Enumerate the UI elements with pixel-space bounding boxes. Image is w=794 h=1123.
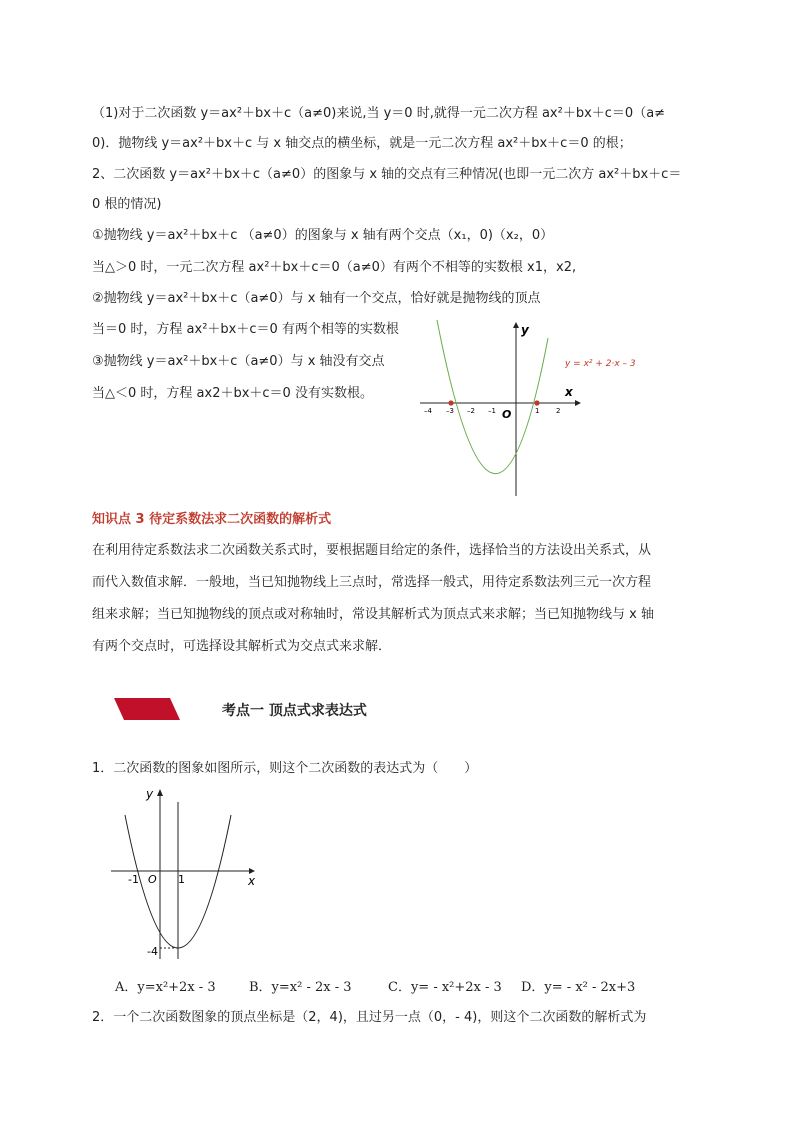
- tick-2: 2: [556, 407, 561, 415]
- axis-label-x: x: [248, 874, 256, 888]
- text-line-2: 0)．抛物线 y＝ax²＋bx＋c 与 x 轴交点的横坐标，就是一元二次方程 ax²＋bx＋c＝0 的根；: [92, 136, 632, 151]
- text-line-6: 当△＞0 时，一元二次方程 ax²＋bx＋c＝0（a≠0）有两个不相等的实数根 x1，x2,: [92, 260, 577, 275]
- option-c: C．y= - x²+2x - 3: [388, 980, 502, 995]
- paragraph-line-4: 有两个交点时，可选择设其解析式为交点式来求解．: [92, 639, 392, 654]
- question-1-text: 1．二次函数的图象如图所示，则这个二次函数的表达式为（ ）: [92, 761, 478, 776]
- text-line-7: ②抛物线 y＝ax²＋bx＋c（a≠0）与 x 轴有一个交点，恰好就是抛物线的顶点: [92, 291, 541, 306]
- root-point-left: [448, 400, 453, 405]
- parabola-graph-1: [415, 318, 655, 503]
- text-line-9: ③抛物线 y＝ax²＋bx＋c（a≠0）与 x 轴没有交点: [92, 354, 385, 369]
- tick-neg3: –3: [446, 407, 454, 415]
- axis-label-x: x: [565, 385, 573, 399]
- option-a: A．y=x²+2x - 3: [115, 980, 216, 995]
- root-point-right: [534, 400, 539, 405]
- parabola-curve: [437, 320, 548, 474]
- tick-1: 1: [178, 873, 185, 886]
- tick-neg4: -4: [147, 945, 158, 958]
- text-line-4: 0 根的情况): [92, 197, 162, 212]
- text-line-8: 当＝0 时，方程 ax²＋bx＋c＝0 有两个相等的实数根: [92, 322, 399, 337]
- tick-neg1: –1: [488, 407, 496, 415]
- axis-label-y: y: [146, 787, 154, 801]
- tick-neg4: –4: [424, 407, 432, 415]
- text-line-5: ①抛物线 y＝ax²＋bx＋c （a≠0）的图象与 x 轴有两个交点（x₁，0)（x₂，0）: [92, 228, 554, 243]
- banner-title: 考点一 顶点式求表达式: [222, 703, 367, 719]
- option-d: D．y= - x² - 2x+3: [521, 980, 636, 995]
- y-axis-arrow: [157, 789, 163, 796]
- option-b: B．y=x² - 2x - 3: [249, 980, 352, 995]
- origin-label: O: [502, 408, 512, 421]
- text-line-10: 当△＜0 时，方程 ax2＋bx＋c＝0 没有实数根。: [92, 386, 373, 401]
- section-title-knowledge-3: 知识点 3 待定系数法求二次函数的解析式: [92, 512, 332, 527]
- banner-shape: [114, 698, 180, 720]
- tick-neg2: –2: [467, 407, 475, 415]
- tick-1: 1: [535, 407, 540, 415]
- parabola-graph-2: [108, 784, 268, 964]
- y-axis-arrow: [513, 322, 519, 328]
- text-line-1: （1)对于二次函数 y＝ax²＋bx＋c（a≠0)来说,当 y＝0 时,就得一元二次方程 ax²＋bx＋c＝0（a≠: [92, 106, 666, 121]
- tick-neg1: -1: [128, 873, 139, 886]
- question-2-text: 2．一个二次函数图象的顶点坐标是（2，4)，且过另一点（0，- 4)，则这个二次函数的解析式为: [92, 1010, 647, 1025]
- paragraph-line-2: 而代入数值求解．一般地，当已知抛物线上三点时，常选择一般式，用待定系数法列三元一次方程: [92, 575, 652, 590]
- axis-label-y: y: [521, 323, 529, 337]
- paragraph-line-3: 组来求解；当已知抛物线的顶点或对称轴时，常设其解析式为顶点式来求解；当已知抛物线与 x 轴: [92, 607, 654, 622]
- function-label: y = x² + 2·x – 3: [565, 359, 636, 369]
- x-axis-arrow: [575, 400, 581, 406]
- paragraph-line-1: 在利用待定系数法求二次函数关系式时，要根据题目给定的条件，选择恰当的方法设出关系式，从: [92, 543, 652, 558]
- text-line-3: 2、二次函数 y＝ax²＋bx＋c（a≠0）的图象与 x 轴的交点有三种情况(也即一元二次方 ax²＋bx＋c＝: [92, 167, 682, 182]
- origin-label: O: [148, 873, 157, 886]
